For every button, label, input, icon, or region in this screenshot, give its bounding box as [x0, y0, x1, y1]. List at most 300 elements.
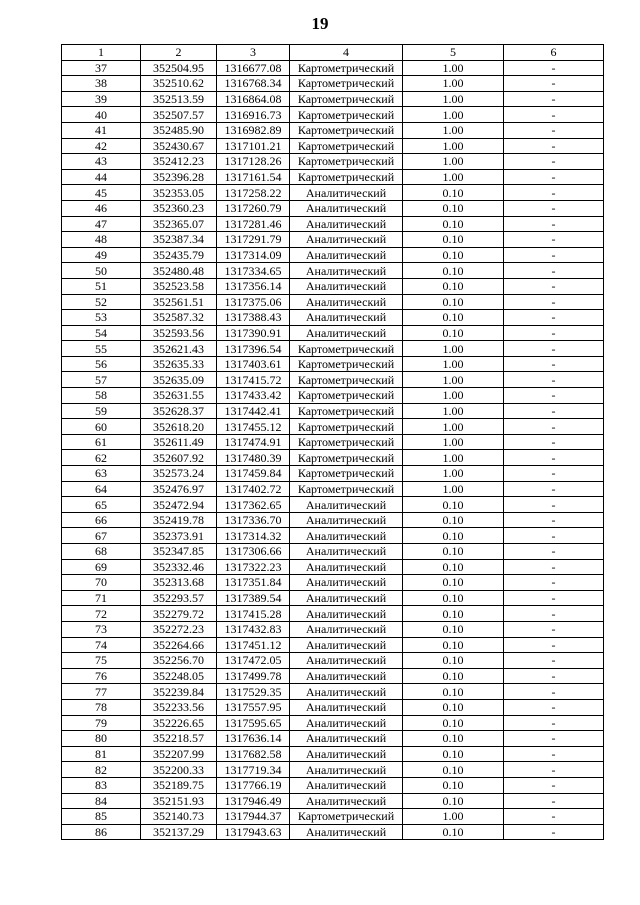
method-cell: Аналитический — [290, 590, 403, 606]
table-row — [62, 528, 604, 544]
y-coordinate-cell: 1317362.65 — [217, 497, 290, 513]
accuracy-cell: 0.10 — [403, 575, 504, 591]
x-coordinate-cell: 352607.92 — [141, 450, 217, 466]
note-cell: - — [504, 122, 604, 138]
point-number-cell: 64 — [62, 481, 141, 497]
y-coordinate-cell: 1317682.58 — [217, 746, 290, 762]
method-cell: Аналитический — [290, 715, 403, 731]
coordinates-table — [61, 44, 604, 840]
note-cell: - — [504, 715, 604, 731]
table-row — [62, 278, 604, 294]
x-coordinate-cell: 352189.75 — [141, 777, 217, 793]
x-coordinate-cell: 352347.85 — [141, 544, 217, 560]
method-cell: Аналитический — [290, 216, 403, 232]
x-coordinate-cell: 352621.43 — [141, 341, 217, 357]
method-cell: Картометрический — [290, 154, 403, 170]
note-cell: - — [504, 497, 604, 513]
method-cell: Аналитический — [290, 793, 403, 809]
x-coordinate-cell: 352435.79 — [141, 247, 217, 263]
table-row — [62, 372, 604, 388]
x-coordinate-cell: 352635.09 — [141, 372, 217, 388]
method-cell: Картометрический — [290, 91, 403, 107]
accuracy-cell: 0.10 — [403, 590, 504, 606]
note-cell: - — [504, 356, 604, 372]
note-cell: - — [504, 294, 604, 310]
x-coordinate-cell: 352485.90 — [141, 122, 217, 138]
method-cell: Аналитический — [290, 263, 403, 279]
x-coordinate-cell: 352611.49 — [141, 434, 217, 450]
table-row — [62, 356, 604, 372]
x-coordinate-cell: 352628.37 — [141, 403, 217, 419]
y-coordinate-cell: 1317389.54 — [217, 590, 290, 606]
note-cell: - — [504, 809, 604, 825]
note-cell: - — [504, 606, 604, 622]
method-cell: Аналитический — [290, 232, 403, 248]
x-coordinate-cell: 352510.62 — [141, 76, 217, 92]
method-cell: Аналитический — [290, 528, 403, 544]
note-cell: - — [504, 559, 604, 575]
accuracy-cell: 0.10 — [403, 668, 504, 684]
x-coordinate-cell: 352313.68 — [141, 575, 217, 591]
note-cell: - — [504, 793, 604, 809]
table-row — [62, 419, 604, 435]
point-number-cell: 60 — [62, 419, 141, 435]
accuracy-cell: 0.10 — [403, 684, 504, 700]
x-coordinate-cell: 352226.65 — [141, 715, 217, 731]
note-cell: - — [504, 60, 604, 76]
accuracy-cell: 0.10 — [403, 200, 504, 216]
accuracy-cell: 0.10 — [403, 699, 504, 715]
table-row — [62, 450, 604, 466]
accuracy-cell: 1.00 — [403, 388, 504, 404]
accuracy-cell: 1.00 — [403, 107, 504, 123]
x-coordinate-cell: 352430.67 — [141, 138, 217, 154]
note-cell: - — [504, 731, 604, 747]
y-coordinate-cell: 1316864.08 — [217, 91, 290, 107]
x-coordinate-cell: 352573.24 — [141, 466, 217, 482]
accuracy-cell: 0.10 — [403, 777, 504, 793]
method-cell: Картометрический — [290, 388, 403, 404]
point-number-cell: 77 — [62, 684, 141, 700]
point-number-cell: 68 — [62, 544, 141, 560]
y-coordinate-cell: 1317432.83 — [217, 621, 290, 637]
point-number-cell: 47 — [62, 216, 141, 232]
note-cell: - — [504, 668, 604, 684]
y-coordinate-cell: 1317415.72 — [217, 372, 290, 388]
method-cell: Картометрический — [290, 481, 403, 497]
accuracy-cell: 0.10 — [403, 544, 504, 560]
accuracy-cell: 1.00 — [403, 356, 504, 372]
method-cell: Картометрический — [290, 403, 403, 419]
accuracy-cell: 1.00 — [403, 809, 504, 825]
accuracy-cell: 1.00 — [403, 481, 504, 497]
accuracy-cell: 0.10 — [403, 497, 504, 513]
accuracy-cell: 0.10 — [403, 715, 504, 731]
point-number-cell: 51 — [62, 278, 141, 294]
y-coordinate-cell: 1317636.14 — [217, 731, 290, 747]
note-cell: - — [504, 216, 604, 232]
y-coordinate-cell: 1317314.32 — [217, 528, 290, 544]
note-cell: - — [504, 325, 604, 341]
point-number-cell: 81 — [62, 746, 141, 762]
method-cell: Аналитический — [290, 746, 403, 762]
method-cell: Аналитический — [290, 731, 403, 747]
method-cell: Аналитический — [290, 294, 403, 310]
x-coordinate-cell: 352476.97 — [141, 481, 217, 497]
table-row — [62, 512, 604, 528]
y-coordinate-cell: 1317529.35 — [217, 684, 290, 700]
method-cell: Аналитический — [290, 559, 403, 575]
y-coordinate-cell: 1317375.06 — [217, 294, 290, 310]
method-cell: Аналитический — [290, 637, 403, 653]
x-coordinate-cell: 352264.66 — [141, 637, 217, 653]
method-cell: Аналитический — [290, 824, 403, 840]
accuracy-cell: 1.00 — [403, 60, 504, 76]
table-row — [62, 606, 604, 622]
method-cell: Картометрический — [290, 450, 403, 466]
x-coordinate-cell: 352387.34 — [141, 232, 217, 248]
table-row — [62, 60, 604, 76]
point-number-cell: 55 — [62, 341, 141, 357]
note-cell: - — [504, 419, 604, 435]
x-coordinate-cell: 352151.93 — [141, 793, 217, 809]
accuracy-cell: 1.00 — [403, 419, 504, 435]
table-row — [62, 575, 604, 591]
y-coordinate-cell: 1317334.65 — [217, 263, 290, 279]
y-coordinate-cell: 1317402.72 — [217, 481, 290, 497]
x-coordinate-cell: 352412.23 — [141, 154, 217, 170]
note-cell: - — [504, 247, 604, 263]
table-row — [62, 169, 604, 185]
table-row — [62, 559, 604, 575]
point-number-cell: 70 — [62, 575, 141, 591]
y-coordinate-cell: 1317472.05 — [217, 653, 290, 669]
x-coordinate-cell: 352419.78 — [141, 512, 217, 528]
point-number-cell: 40 — [62, 107, 141, 123]
point-number-cell: 73 — [62, 621, 141, 637]
accuracy-cell: 0.10 — [403, 263, 504, 279]
y-coordinate-cell: 1317101.21 — [217, 138, 290, 154]
y-coordinate-cell: 1317415.28 — [217, 606, 290, 622]
y-coordinate-cell: 1317314.09 — [217, 247, 290, 263]
note-cell: - — [504, 824, 604, 840]
table-row — [62, 310, 604, 326]
x-coordinate-cell: 352635.33 — [141, 356, 217, 372]
note-cell: - — [504, 653, 604, 669]
point-number-cell: 75 — [62, 653, 141, 669]
accuracy-cell: 1.00 — [403, 341, 504, 357]
accuracy-cell: 0.10 — [403, 216, 504, 232]
y-coordinate-cell: 1317351.84 — [217, 575, 290, 591]
accuracy-cell: 0.10 — [403, 559, 504, 575]
point-number-cell: 76 — [62, 668, 141, 684]
method-cell: Аналитический — [290, 621, 403, 637]
note-cell: - — [504, 107, 604, 123]
y-coordinate-cell: 1317946.49 — [217, 793, 290, 809]
column-header: 2 — [141, 45, 217, 61]
table-row — [62, 466, 604, 482]
note-cell: - — [504, 466, 604, 482]
note-cell: - — [504, 684, 604, 700]
accuracy-cell: 1.00 — [403, 76, 504, 92]
point-number-cell: 72 — [62, 606, 141, 622]
y-coordinate-cell: 1317388.43 — [217, 310, 290, 326]
point-number-cell: 45 — [62, 185, 141, 201]
y-coordinate-cell: 1317943.63 — [217, 824, 290, 840]
y-coordinate-cell: 1317291.79 — [217, 232, 290, 248]
method-cell: Аналитический — [290, 575, 403, 591]
table-row — [62, 824, 604, 840]
y-coordinate-cell: 1317480.39 — [217, 450, 290, 466]
y-coordinate-cell: 1317161.54 — [217, 169, 290, 185]
table-row — [62, 341, 604, 357]
point-number-cell: 69 — [62, 559, 141, 575]
table-row — [62, 621, 604, 637]
y-coordinate-cell: 1317557.95 — [217, 699, 290, 715]
note-cell: - — [504, 637, 604, 653]
table-row — [62, 653, 604, 669]
table-row — [62, 185, 604, 201]
point-number-cell: 86 — [62, 824, 141, 840]
point-number-cell: 66 — [62, 512, 141, 528]
accuracy-cell: 1.00 — [403, 450, 504, 466]
method-cell: Аналитический — [290, 325, 403, 341]
x-coordinate-cell: 352396.28 — [141, 169, 217, 185]
point-number-cell: 56 — [62, 356, 141, 372]
note-cell: - — [504, 76, 604, 92]
point-number-cell: 58 — [62, 388, 141, 404]
accuracy-cell: 0.10 — [403, 731, 504, 747]
y-coordinate-cell: 1317390.91 — [217, 325, 290, 341]
y-coordinate-cell: 1316982.89 — [217, 122, 290, 138]
point-number-cell: 84 — [62, 793, 141, 809]
note-cell: - — [504, 575, 604, 591]
table-row — [62, 216, 604, 232]
accuracy-cell: 0.10 — [403, 325, 504, 341]
note-cell: - — [504, 481, 604, 497]
accuracy-cell: 1.00 — [403, 138, 504, 154]
note-cell: - — [504, 138, 604, 154]
point-number-cell: 53 — [62, 310, 141, 326]
y-coordinate-cell: 1317306.66 — [217, 544, 290, 560]
y-coordinate-cell: 1317442.41 — [217, 403, 290, 419]
method-cell: Картометрический — [290, 341, 403, 357]
method-cell: Аналитический — [290, 512, 403, 528]
method-cell: Картометрический — [290, 107, 403, 123]
y-coordinate-cell: 1317396.54 — [217, 341, 290, 357]
accuracy-cell: 1.00 — [403, 154, 504, 170]
x-coordinate-cell: 352200.33 — [141, 762, 217, 778]
x-coordinate-cell: 352504.95 — [141, 60, 217, 76]
table-row — [62, 777, 604, 793]
method-cell: Картометрический — [290, 419, 403, 435]
x-coordinate-cell: 352360.23 — [141, 200, 217, 216]
note-cell: - — [504, 590, 604, 606]
table-row — [62, 388, 604, 404]
table-row — [62, 590, 604, 606]
accuracy-cell: 0.10 — [403, 621, 504, 637]
method-cell: Аналитический — [290, 668, 403, 684]
note-cell: - — [504, 372, 604, 388]
method-cell: Аналитический — [290, 606, 403, 622]
page-number: 19 — [311, 14, 329, 33]
accuracy-cell: 0.10 — [403, 824, 504, 840]
x-coordinate-cell: 352472.94 — [141, 497, 217, 513]
x-coordinate-cell: 352593.56 — [141, 325, 217, 341]
point-number-cell: 49 — [62, 247, 141, 263]
note-cell: - — [504, 777, 604, 793]
y-coordinate-cell: 1317595.65 — [217, 715, 290, 731]
method-cell: Аналитический — [290, 247, 403, 263]
table-row — [62, 325, 604, 341]
table-row — [62, 544, 604, 560]
accuracy-cell: 0.10 — [403, 294, 504, 310]
y-coordinate-cell: 1317719.34 — [217, 762, 290, 778]
table-row — [62, 762, 604, 778]
method-cell: Аналитический — [290, 185, 403, 201]
method-cell: Картометрический — [290, 138, 403, 154]
table-row — [62, 668, 604, 684]
x-coordinate-cell: 352218.57 — [141, 731, 217, 747]
point-number-cell: 83 — [62, 777, 141, 793]
table-row — [62, 481, 604, 497]
method-cell: Картометрический — [290, 60, 403, 76]
x-coordinate-cell: 352256.70 — [141, 653, 217, 669]
y-coordinate-cell: 1317281.46 — [217, 216, 290, 232]
accuracy-cell: 1.00 — [403, 169, 504, 185]
note-cell: - — [504, 91, 604, 107]
point-number-cell: 54 — [62, 325, 141, 341]
x-coordinate-cell: 352293.57 — [141, 590, 217, 606]
x-coordinate-cell: 352480.48 — [141, 263, 217, 279]
note-cell: - — [504, 746, 604, 762]
point-number-cell: 82 — [62, 762, 141, 778]
point-number-cell: 38 — [62, 76, 141, 92]
accuracy-cell: 0.10 — [403, 310, 504, 326]
point-number-cell: 80 — [62, 731, 141, 747]
point-number-cell: 42 — [62, 138, 141, 154]
point-number-cell: 52 — [62, 294, 141, 310]
point-number-cell: 62 — [62, 450, 141, 466]
y-coordinate-cell: 1317433.42 — [217, 388, 290, 404]
accuracy-cell: 0.10 — [403, 653, 504, 669]
y-coordinate-cell: 1317322.23 — [217, 559, 290, 575]
table-row — [62, 122, 604, 138]
table-row — [62, 200, 604, 216]
note-cell: - — [504, 528, 604, 544]
point-number-cell: 44 — [62, 169, 141, 185]
accuracy-cell: 0.10 — [403, 278, 504, 294]
table-row — [62, 793, 604, 809]
x-coordinate-cell: 352618.20 — [141, 419, 217, 435]
y-coordinate-cell: 1317766.19 — [217, 777, 290, 793]
x-coordinate-cell: 352233.56 — [141, 699, 217, 715]
note-cell: - — [504, 512, 604, 528]
method-cell: Аналитический — [290, 653, 403, 669]
point-number-cell: 41 — [62, 122, 141, 138]
x-coordinate-cell: 352507.57 — [141, 107, 217, 123]
note-cell: - — [504, 434, 604, 450]
method-cell: Аналитический — [290, 777, 403, 793]
method-cell: Картометрический — [290, 372, 403, 388]
point-number-cell: 71 — [62, 590, 141, 606]
column-header: 6 — [504, 45, 604, 61]
table-row — [62, 91, 604, 107]
x-coordinate-cell: 352239.84 — [141, 684, 217, 700]
point-number-cell: 61 — [62, 434, 141, 450]
table-row — [62, 684, 604, 700]
method-cell: Картометрический — [290, 122, 403, 138]
column-header: 3 — [217, 45, 290, 61]
method-cell: Аналитический — [290, 200, 403, 216]
table-row — [62, 107, 604, 123]
y-coordinate-cell: 1317499.78 — [217, 668, 290, 684]
y-coordinate-cell: 1317128.26 — [217, 154, 290, 170]
accuracy-cell: 1.00 — [403, 91, 504, 107]
note-cell: - — [504, 169, 604, 185]
table-row — [62, 637, 604, 653]
table-row — [62, 138, 604, 154]
table-header-row — [62, 45, 604, 61]
x-coordinate-cell: 352207.99 — [141, 746, 217, 762]
point-number-cell: 39 — [62, 91, 141, 107]
note-cell: - — [504, 762, 604, 778]
x-coordinate-cell: 352587.32 — [141, 310, 217, 326]
note-cell: - — [504, 278, 604, 294]
x-coordinate-cell: 352631.55 — [141, 388, 217, 404]
method-cell: Картометрический — [290, 466, 403, 482]
method-cell: Картометрический — [290, 169, 403, 185]
table-row — [62, 403, 604, 419]
x-coordinate-cell: 352272.23 — [141, 621, 217, 637]
accuracy-cell: 1.00 — [403, 372, 504, 388]
x-coordinate-cell: 352561.51 — [141, 294, 217, 310]
point-number-cell: 79 — [62, 715, 141, 731]
x-coordinate-cell: 352373.91 — [141, 528, 217, 544]
y-coordinate-cell: 1317451.12 — [217, 637, 290, 653]
note-cell: - — [504, 621, 604, 637]
accuracy-cell: 0.10 — [403, 637, 504, 653]
x-coordinate-cell: 352523.58 — [141, 278, 217, 294]
accuracy-cell: 1.00 — [403, 434, 504, 450]
y-coordinate-cell: 1316916.73 — [217, 107, 290, 123]
note-cell: - — [504, 388, 604, 404]
method-cell: Картометрический — [290, 809, 403, 825]
column-header: 5 — [403, 45, 504, 61]
table-row — [62, 154, 604, 170]
accuracy-cell: 0.10 — [403, 232, 504, 248]
y-coordinate-cell: 1317260.79 — [217, 200, 290, 216]
point-number-cell: 46 — [62, 200, 141, 216]
point-number-cell: 85 — [62, 809, 141, 825]
table-row — [62, 434, 604, 450]
y-coordinate-cell: 1316677.08 — [217, 60, 290, 76]
method-cell: Аналитический — [290, 544, 403, 560]
method-cell: Аналитический — [290, 278, 403, 294]
method-cell: Аналитический — [290, 699, 403, 715]
accuracy-cell: 0.10 — [403, 746, 504, 762]
note-cell: - — [504, 403, 604, 419]
accuracy-cell: 1.00 — [403, 403, 504, 419]
table-row — [62, 76, 604, 92]
point-number-cell: 37 — [62, 60, 141, 76]
accuracy-cell: 0.10 — [403, 528, 504, 544]
y-coordinate-cell: 1317403.61 — [217, 356, 290, 372]
point-number-cell: 48 — [62, 232, 141, 248]
point-number-cell: 63 — [62, 466, 141, 482]
accuracy-cell: 0.10 — [403, 793, 504, 809]
point-number-cell: 65 — [62, 497, 141, 513]
